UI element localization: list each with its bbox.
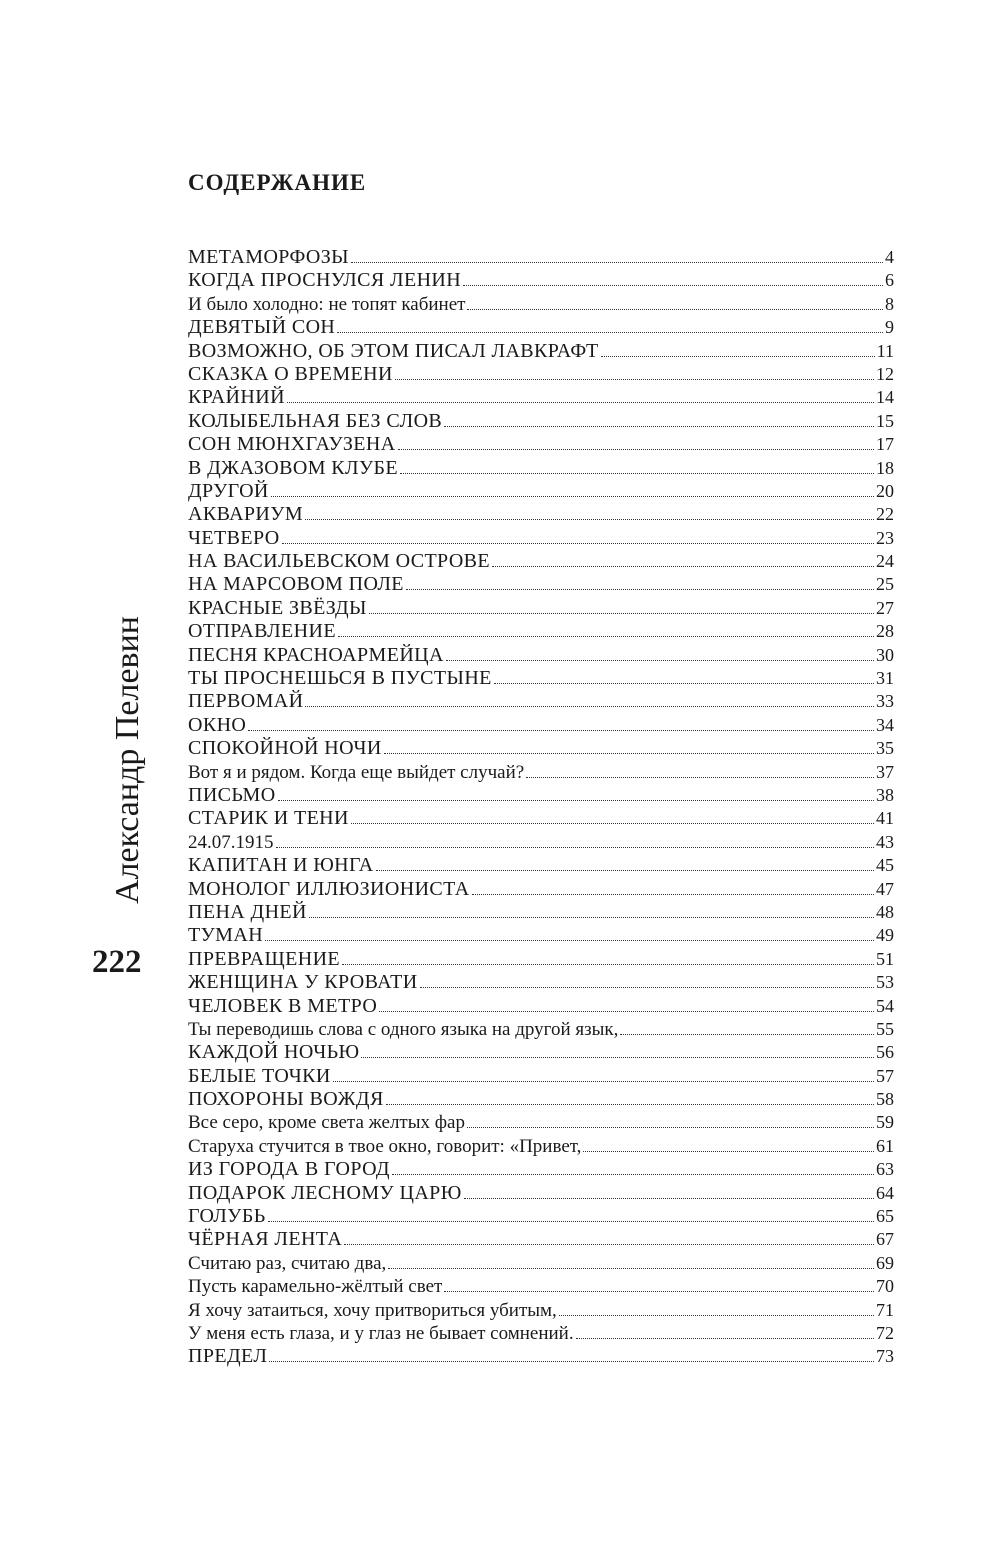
toc-entry-title: МЕТАМОРФОЗЫ [188,246,350,268]
toc-dot-leader [601,356,875,357]
toc-entry-page: 57 [876,1065,894,1086]
toc-entry-title: КРАСНЫЕ ЗВЁЗДЫ [188,596,367,619]
toc-entry [188,924,894,947]
toc-entry-page: 41 [876,808,894,829]
toc-entry-page: 51 [876,948,894,969]
toc-entry-page: 71 [876,1299,894,1320]
toc-entry-page: 45 [876,855,894,876]
toc-entry-page: 54 [876,995,894,1016]
toc-entry [188,1182,894,1205]
toc-dot-leader [467,309,883,310]
toc-entry [188,1205,894,1228]
toc-dot-leader [444,426,874,427]
toc-entry-page: 27 [876,597,894,618]
toc-entry-page: 69 [876,1252,894,1273]
toc-entry [188,503,894,526]
toc-entry-page: 6 [885,270,894,291]
toc-entry-page: 15 [876,410,894,431]
toc-entry [188,690,894,713]
toc-entry-title: 24.07.1915 [188,831,274,853]
toc-entry-page: 37 [876,761,894,782]
toc-entry-page: 43 [876,831,894,852]
toc-entry-title: ИЗ ГОРОДА В ГОРОД [188,1158,390,1181]
toc-entry-page: 47 [876,878,894,899]
toc-entry [188,573,894,596]
toc-dot-leader [342,964,874,965]
toc-dot-leader [494,683,874,684]
toc-dot-leader [398,449,874,450]
toc-entry-page: 9 [885,317,894,338]
toc-dot-leader [305,519,874,520]
toc-entry [188,1018,894,1041]
toc-dot-leader [384,753,874,754]
toc-entry [188,1088,894,1111]
toc-dot-leader [379,1011,874,1012]
toc-entry [188,550,894,573]
page-title: СОДЕРЖАНИЕ [188,170,367,195]
toc-entry-page: 61 [876,1135,894,1156]
toc-entry [188,316,894,339]
toc-dot-leader [338,636,874,637]
toc-dot-leader [344,1244,874,1245]
toc-entry-page: 18 [876,457,894,478]
toc-dot-leader [400,473,874,474]
toc-entry [188,386,894,409]
toc-entry-title: ОКНО [188,713,247,736]
toc-entry [188,1345,894,1368]
toc-dot-leader [583,1151,874,1152]
toc-entry [188,878,894,901]
toc-entry-title: Старуха стучится в твое окно, говорит: «Привет, [188,1135,582,1157]
toc-dot-leader [268,1221,874,1222]
toc-entry [188,527,894,550]
toc-entry-title: КАПИТАН И ЮНГА [188,854,374,877]
toc-entry [188,246,894,269]
toc-dot-leader [392,1174,874,1175]
toc-dot-leader [559,1315,874,1316]
toc-entry [188,714,894,737]
toc-dot-leader [395,379,874,380]
toc-dot-leader [464,1198,874,1199]
toc-entry-title: СПОКОЙНОЙ НОЧИ [188,737,382,760]
toc-entry [188,410,894,433]
toc-dot-leader [337,332,883,333]
toc-entry-page: 24 [876,551,894,572]
toc-entry-page: 55 [876,1018,894,1039]
toc-entry-page: 58 [876,1089,894,1110]
toc-entry-page: 17 [876,434,894,455]
toc-entry-title: ПЕРВОМАЙ [188,690,304,713]
toc-entry-page: 56 [876,1042,894,1063]
toc-dot-leader [467,1127,874,1128]
running-head-author: Александр Пелевин [109,615,146,905]
toc-entry [188,807,894,830]
page-number: 222 [92,944,142,980]
toc-entry [188,854,894,877]
toc-entry-page: 65 [876,1206,894,1227]
toc-dot-leader [276,847,875,848]
toc-entry-page: 38 [876,784,894,805]
toc-entry-page: 34 [876,714,894,735]
toc-entry-page: 35 [876,738,894,759]
toc-entry [188,1228,894,1251]
toc-entry-page: 49 [876,925,894,946]
toc-entry [188,1275,894,1298]
toc-entry-title: ЧЁРНАЯ ЛЕНТА [188,1228,343,1251]
toc-dot-leader [361,1057,874,1058]
toc-dot-leader [420,987,874,988]
toc-entry-title: Ты переводишь слова с одного языка на другой язык, [188,1018,619,1040]
toc-entry [188,433,894,456]
toc-dot-leader [388,1268,874,1269]
toc-dot-leader [305,706,874,707]
toc-entry [188,620,894,643]
toc-entry [188,644,894,667]
toc-entry-title: НА МАРСОВОМ ПОЛЕ [188,573,404,596]
toc-entry-page: 31 [876,668,894,689]
toc-dot-leader [278,800,874,801]
toc-entry [188,340,894,363]
toc-entry [188,761,894,784]
toc-entry [188,1135,894,1158]
toc-entry-title: ДРУГОЙ [188,479,269,502]
toc-entry-title: ПОДАРОК ЛЕСНОМУ ЦАРЮ [188,1181,462,1204]
toc-entry-page: 4 [885,247,894,267]
toc-entry [188,597,894,620]
toc-entry [188,1322,894,1345]
toc-entry-title: У меня есть глаза, и у глаз не бывает сомнений. [188,1322,574,1344]
toc-dot-leader [333,1081,874,1082]
toc-entry [188,901,894,924]
toc-entry-title: ПРЕДЕЛ [188,1345,268,1368]
toc-dot-leader [282,543,874,544]
toc-entry-page: 25 [876,574,894,595]
toc-dot-leader [446,660,874,661]
toc-entry-title: ПЕНА ДНЕЙ [188,900,307,923]
toc-entry-page: 28 [876,621,894,642]
toc-entry [188,363,894,386]
toc-entry-title: Считаю раз, считаю два, [188,1252,387,1274]
toc-entry-page: 33 [876,691,894,712]
toc-entry [188,667,894,690]
toc-entry-title: ПЕСНЯ КРАСНОАРМЕЙЦА [188,643,444,666]
toc-entry-title: Я хочу затаиться, хочу притвориться убитым, [188,1299,557,1321]
toc-entry-page: 48 [876,901,894,922]
toc-entry [188,831,894,854]
toc-entry [188,293,894,316]
toc-entry-title: СТАРИК И ТЕНИ [188,807,349,830]
toc-entry [188,784,894,807]
toc-dot-leader [287,402,874,403]
toc-dot-leader [309,917,874,918]
toc-entry [188,1041,894,1064]
toc-entry [188,1252,894,1275]
toc-entry-title: ПОХОРОНЫ ВОЖДЯ [188,1088,384,1111]
toc-entry-title: КРАЙНИЙ [188,386,285,409]
toc-dot-leader [265,940,874,941]
toc-entry-title: Пусть карамельно-жёлтый свет [188,1276,443,1298]
toc-entry-page: 73 [876,1346,894,1367]
toc-entry [188,995,894,1018]
toc-entry-title: ГОЛУБЬ [188,1205,266,1228]
toc-entry [188,480,894,503]
toc-dot-leader [492,566,874,567]
toc-dot-leader [444,1291,874,1292]
toc-dot-leader [271,496,874,497]
toc-entry [188,1299,894,1322]
toc-entry-title: ОТПРАВЛЕНИЕ [188,620,336,643]
toc-entry-page: 12 [876,363,894,384]
toc-entry-title: ПРЕВРАЩЕНИЕ [188,947,341,970]
toc-entry-title: АКВАРИУМ [188,503,304,526]
toc-entry-title: СКАЗКА О ВРЕМЕНИ [188,362,393,385]
toc-dot-leader [576,1338,874,1339]
toc-entry-title: НА ВАСИЛЬЕВСКОМ ОСТРОВЕ [188,550,491,573]
toc-entry-title: ТУМАН [188,924,264,947]
toc-entry-page: 64 [876,1182,894,1203]
toc-entry-title: ЧЕЛОВЕК В МЕТРО [188,994,378,1017]
toc-entry-page: 67 [876,1229,894,1250]
toc-dot-leader [351,823,874,824]
toc-entry [188,1111,894,1134]
toc-entry [188,971,894,994]
toc-entry-page: 8 [885,293,894,314]
toc-dot-leader [269,1361,874,1362]
toc-dot-leader [369,613,874,614]
toc-entry-title: МОНОЛОГ ИЛЛЮЗИОНИСТА [188,877,470,900]
toc-entry-title: КОЛЫБЕЛЬНАЯ БЕЗ СЛОВ [188,409,443,432]
toc-dot-leader [386,1104,874,1105]
toc-entry-page: 23 [876,527,894,548]
toc-entry-title: БЕЛЫЕ ТОЧКИ [188,1064,331,1087]
toc-entry-page: 22 [876,504,894,525]
toc-entry-page: 30 [876,644,894,665]
toc-entry-title: СОН МЮНХГАУЗЕНА [188,433,396,456]
toc-entry-title: И было холодно: не топят кабинет [188,293,466,315]
toc-entry-title: ЧЕТВЕРО [188,526,280,549]
toc-entry-page: 72 [876,1322,894,1343]
table-of-contents [188,246,894,1369]
toc-entry [188,457,894,480]
toc-dot-leader [620,1034,874,1035]
toc-entry-page: 63 [876,1159,894,1180]
toc-entry [188,737,894,760]
toc-dot-leader [472,894,874,895]
toc-entry [188,948,894,971]
toc-entry-title: В ДЖАЗОВОМ КЛУБЕ [188,456,399,479]
toc-dot-leader [463,285,883,286]
toc-entry-page: 59 [876,1112,894,1133]
toc-dot-leader [406,589,874,590]
toc-dot-leader [248,730,874,731]
toc-dot-leader [376,870,874,871]
toc-entry-title: Вот я и рядом. Когда еще выйдет случай? [188,761,525,783]
toc-entry-page: 14 [876,387,894,408]
toc-dot-leader [526,777,874,778]
toc-dot-leader [351,262,883,263]
toc-entry-title: КОГДА ПРОСНУЛСЯ ЛЕНИН [188,269,462,292]
toc-entry-page: 20 [876,480,894,501]
toc-entry-title: ДЕВЯТЫЙ СОН [188,316,336,339]
toc-entry-title: ЖЕНЩИНА У КРОВАТИ [188,971,418,994]
toc-entry-page: 70 [876,1276,894,1297]
toc-entry-title: Все серо, кроме света желтых фар [188,1112,465,1134]
toc-entry-title: ВОЗМОЖНО, ОБ ЭТОМ ПИСАЛ ЛАВКРАФТ [188,339,599,362]
toc-entry-page: 53 [876,972,894,993]
toc-entry [188,1158,894,1181]
toc-entry [188,1065,894,1088]
toc-entry-title: ПИСЬМО [188,783,276,806]
toc-entry-title: КАЖДОЙ НОЧЬЮ [188,1041,360,1064]
toc-entry [188,269,894,292]
toc-entry-page: 11 [876,340,894,361]
toc-entry-title: ТЫ ПРОСНЕШЬСЯ В ПУСТЫНЕ [188,667,492,690]
